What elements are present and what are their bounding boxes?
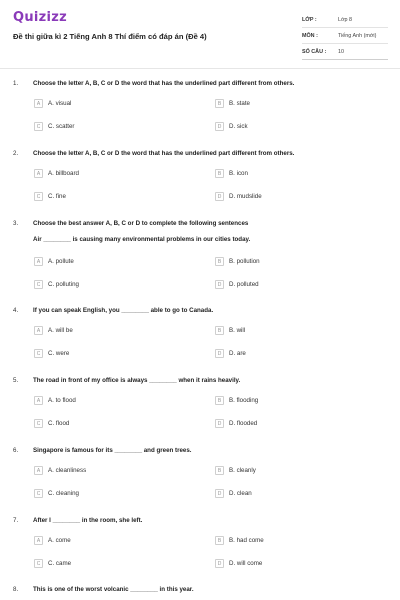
option-text: C. cleaning bbox=[48, 490, 79, 497]
question-text: This is one of the worst volcanic ________ in this year. bbox=[33, 586, 194, 593]
option-text: D. will come bbox=[229, 560, 263, 567]
question-text: If you can speak English, you ________ able to go to Canada. bbox=[33, 307, 214, 314]
option-text: A. will be bbox=[48, 327, 73, 334]
option-letter-box: C bbox=[34, 122, 43, 131]
option-text: D. mudslide bbox=[229, 193, 262, 200]
option-letter-box: A bbox=[34, 466, 43, 475]
option-text: B. cleanly bbox=[229, 467, 256, 474]
option-letter-box: B bbox=[215, 396, 224, 405]
option-a[interactable] bbox=[34, 396, 76, 405]
option-letter-box: D bbox=[215, 280, 224, 289]
question-text: Choose the letter A, B, C or D the word that has the underlined part different from others. bbox=[33, 150, 295, 157]
option-c[interactable] bbox=[34, 419, 69, 428]
option-letter-box: C bbox=[34, 559, 43, 568]
option-text: C. were bbox=[48, 350, 70, 357]
question-text: Choose the best answer A, B, C or D to complete the following sentences bbox=[33, 220, 249, 227]
meta-value: Tiếng Anh (mới) bbox=[338, 32, 377, 39]
meta-key: SỐ CÂU : bbox=[302, 48, 327, 55]
option-letter-box: B bbox=[215, 326, 224, 335]
question-number: 7. bbox=[13, 517, 19, 524]
option-text: C. polluting bbox=[48, 281, 79, 288]
option-letter-box: A bbox=[34, 536, 43, 545]
option-text: C. flood bbox=[48, 420, 70, 427]
option-text: D. are bbox=[229, 350, 246, 357]
option-text: D. clean bbox=[229, 490, 252, 497]
option-text: C. came bbox=[48, 560, 72, 567]
question-number: 4. bbox=[13, 307, 19, 314]
option-a[interactable] bbox=[34, 466, 86, 475]
option-b[interactable] bbox=[215, 536, 264, 545]
option-text: D. flooded bbox=[229, 420, 258, 427]
option-d[interactable] bbox=[215, 489, 252, 498]
option-letter-box: B bbox=[215, 257, 224, 266]
meta-value: 10 bbox=[338, 48, 344, 55]
option-letter-box: C bbox=[34, 489, 43, 498]
option-letter-box: A bbox=[34, 396, 43, 405]
option-c[interactable] bbox=[34, 559, 71, 568]
option-text: B. state bbox=[229, 100, 250, 107]
option-letter-box: D bbox=[215, 559, 224, 568]
option-letter-box: B bbox=[215, 169, 224, 178]
option-b[interactable] bbox=[215, 257, 260, 266]
option-letter-box: D bbox=[215, 489, 224, 498]
question-sentence: Air ________ is causing many environmental problems in our cities today. bbox=[33, 236, 251, 243]
quizizz-logo: Quizizz bbox=[13, 10, 68, 25]
option-text: B. icon bbox=[229, 170, 248, 177]
question-number: 6. bbox=[13, 447, 19, 454]
worksheet-header bbox=[0, 0, 400, 72]
option-text: A. visual bbox=[48, 100, 72, 107]
option-d[interactable] bbox=[215, 122, 248, 131]
question-number: 3. bbox=[13, 220, 19, 227]
option-letter-box: C bbox=[34, 419, 43, 428]
meta-row-class bbox=[302, 12, 388, 28]
option-text: C. fine bbox=[48, 193, 66, 200]
option-letter-box: D bbox=[215, 192, 224, 201]
option-letter-box: A bbox=[34, 169, 43, 178]
question-text: Singapore is famous for its ________ and green trees. bbox=[33, 447, 192, 454]
option-letter-box: C bbox=[34, 349, 43, 358]
option-c[interactable] bbox=[34, 122, 74, 131]
option-c[interactable] bbox=[34, 280, 79, 289]
meta-key: LỚP : bbox=[302, 16, 317, 23]
header-divider bbox=[0, 68, 400, 69]
option-a[interactable] bbox=[34, 169, 79, 178]
option-b[interactable] bbox=[215, 466, 256, 475]
meta-key: MÔN : bbox=[302, 32, 318, 39]
option-letter-box: A bbox=[34, 326, 43, 335]
option-d[interactable] bbox=[215, 349, 246, 358]
option-a[interactable] bbox=[34, 536, 71, 545]
option-letter-box: B bbox=[215, 466, 224, 475]
option-letter-box: A bbox=[34, 257, 43, 266]
option-text: A. come bbox=[48, 537, 71, 544]
option-b[interactable] bbox=[215, 169, 248, 178]
question-text: The road in front of my office is always ________ when it rains heavily. bbox=[33, 377, 241, 384]
meta-row-count bbox=[302, 44, 388, 60]
option-text: D. polluted bbox=[229, 281, 259, 288]
option-text: A. billboard bbox=[48, 170, 79, 177]
option-b[interactable] bbox=[215, 396, 258, 405]
option-letter-box: D bbox=[215, 419, 224, 428]
option-letter-box: B bbox=[215, 99, 224, 108]
option-d[interactable] bbox=[215, 192, 262, 201]
question-number: 1. bbox=[13, 80, 19, 87]
meta-row-subject bbox=[302, 28, 388, 44]
meta-value: Lớp 8 bbox=[338, 16, 353, 23]
option-text: C. scatter bbox=[48, 123, 75, 130]
option-letter-box: D bbox=[215, 122, 224, 131]
option-d[interactable] bbox=[215, 559, 262, 568]
option-text: B. pollution bbox=[229, 258, 260, 265]
worksheet-meta bbox=[302, 12, 388, 60]
option-c[interactable] bbox=[34, 192, 66, 201]
option-letter-box: A bbox=[34, 99, 43, 108]
option-d[interactable] bbox=[215, 280, 259, 289]
option-b[interactable] bbox=[215, 99, 250, 108]
option-a[interactable] bbox=[34, 257, 74, 266]
option-letter-box: D bbox=[215, 349, 224, 358]
question-text: After I ________ in the room, she left. bbox=[33, 517, 143, 524]
question-number: 2. bbox=[13, 150, 19, 157]
option-text: B. will bbox=[229, 327, 246, 334]
question-number: 8. bbox=[13, 586, 19, 593]
option-a[interactable] bbox=[34, 99, 71, 108]
option-c[interactable] bbox=[34, 349, 69, 358]
option-b[interactable] bbox=[215, 326, 245, 335]
option-d[interactable] bbox=[215, 419, 257, 428]
question-text: Choose the letter A, B, C or D the word that has the underlined part different from others. bbox=[33, 80, 295, 87]
option-letter-box: B bbox=[215, 536, 224, 545]
option-c[interactable] bbox=[34, 489, 79, 498]
worksheet-title: Đề thi giữa kì 2 Tiếng Anh 8 Thí điểm có đáp án (Đề 4) bbox=[13, 32, 207, 41]
option-text: A. cleanliness bbox=[48, 467, 87, 474]
option-text: D. sick bbox=[229, 123, 248, 130]
option-letter-box: C bbox=[34, 280, 43, 289]
option-text: A. pollute bbox=[48, 258, 74, 265]
option-text: A. to flood bbox=[48, 397, 76, 404]
option-text: B. had come bbox=[229, 537, 264, 544]
option-text: B. flooding bbox=[229, 397, 259, 404]
option-a[interactable] bbox=[34, 326, 73, 335]
option-letter-box: C bbox=[34, 192, 43, 201]
question-number: 5. bbox=[13, 377, 19, 384]
